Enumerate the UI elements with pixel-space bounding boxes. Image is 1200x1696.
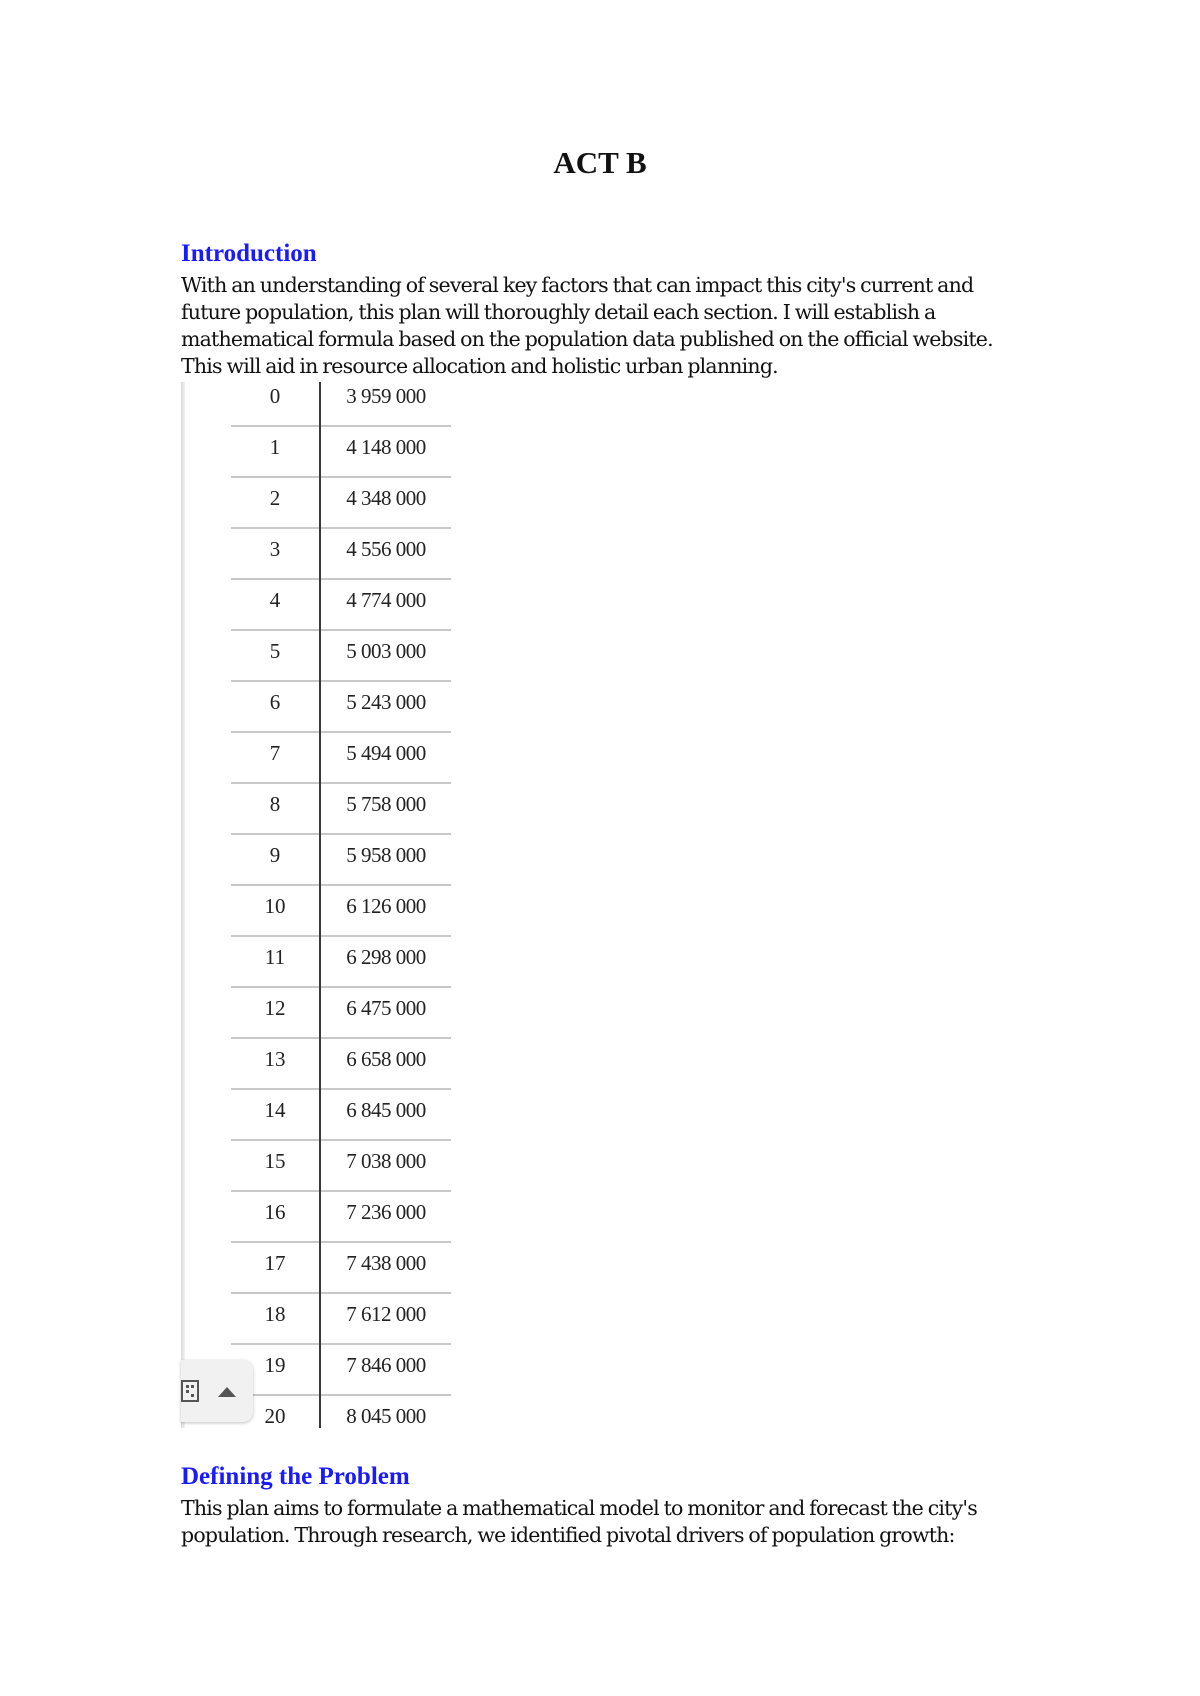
table-row	[231, 1037, 451, 1090]
table-row	[231, 833, 451, 886]
population-cell: 3 959 000	[346, 384, 426, 408]
year-cell: 12	[264, 996, 286, 1020]
table-row	[231, 1292, 451, 1345]
table-row	[231, 1343, 451, 1396]
table-row	[231, 578, 451, 631]
floating-toolbar[interactable]	[181, 1360, 253, 1422]
population-cell: 5 494 000	[346, 741, 426, 765]
table-row	[231, 476, 451, 529]
population-cell: 6 475 000	[346, 996, 426, 1020]
paragraph-line: This plan aims to formulate a mathematical model to monitor and forecast the city's	[181, 1496, 977, 1520]
population-cell: 4 148 000	[346, 435, 426, 459]
year-cell: 5	[269, 639, 281, 663]
population-cell: 4 556 000	[346, 537, 426, 561]
year-cell: 1	[269, 435, 281, 459]
defining-problem-paragraph	[181, 1495, 1041, 1549]
year-cell: 13	[264, 1047, 286, 1071]
population-cell: 5 758 000	[346, 792, 426, 816]
section-heading-defining-the-problem: Defining the Problem	[181, 1463, 410, 1490]
year-cell: 2	[269, 486, 281, 510]
table-row	[231, 680, 451, 733]
year-cell: 16	[264, 1200, 286, 1224]
grid-icon[interactable]	[181, 1379, 201, 1403]
population-cell: 7 846 000	[346, 1353, 426, 1377]
table-row	[231, 935, 451, 988]
population-cell: 6 845 000	[346, 1098, 426, 1122]
year-cell: 14	[264, 1098, 286, 1122]
population-cell: 7 038 000	[346, 1149, 426, 1173]
table-row	[231, 1241, 451, 1294]
table-row	[231, 527, 451, 580]
year-cell: 6	[269, 690, 281, 714]
year-cell: 8	[269, 792, 281, 816]
population-cell: 6 658 000	[346, 1047, 426, 1071]
population-cell: 5 243 000	[346, 690, 426, 714]
year-cell: 15	[264, 1149, 286, 1173]
population-cell: 4 348 000	[346, 486, 426, 510]
table-row	[231, 382, 451, 427]
population-cell: 7 612 000	[346, 1302, 426, 1326]
population-cell: 7 236 000	[346, 1200, 426, 1224]
paragraph-line: This will aid in resource allocation and holistic urban planning.	[181, 354, 778, 378]
population-cell: 7 438 000	[346, 1251, 426, 1275]
table-row	[231, 629, 451, 682]
population-cell: 8 045 000	[346, 1404, 426, 1428]
table-scroll-edge	[181, 382, 185, 1428]
population-cell: 6 126 000	[346, 894, 426, 918]
year-cell: 10	[264, 894, 286, 918]
year-cell: 18	[264, 1302, 286, 1326]
year-cell: 11	[264, 945, 286, 969]
year-cell: 0	[269, 384, 281, 408]
table-row	[231, 425, 451, 478]
document-title: ACT B	[553, 145, 647, 180]
population-cell: 5 003 000	[346, 639, 426, 663]
population-cell: 4 774 000	[346, 588, 426, 612]
table-row	[231, 1190, 451, 1243]
paragraph-line: With an understanding of several key factors that can impact this city's current and	[181, 273, 974, 297]
table-row	[231, 1088, 451, 1141]
table-row	[231, 731, 451, 784]
table-row	[231, 1139, 451, 1192]
year-cell: 7	[269, 741, 281, 765]
caret-up-icon[interactable]	[215, 1382, 239, 1400]
year-cell: 19	[264, 1353, 286, 1377]
year-cell: 9	[269, 843, 281, 867]
year-cell: 17	[264, 1251, 286, 1275]
table-row	[231, 1394, 451, 1428]
population-cell: 6 298 000	[346, 945, 426, 969]
year-cell: 3	[269, 537, 281, 561]
section-heading-introduction: Introduction	[181, 240, 317, 267]
population-table	[181, 382, 451, 1428]
population-cell: 5 958 000	[346, 843, 426, 867]
table-row	[231, 782, 451, 835]
year-cell: 20	[264, 1404, 286, 1428]
table-row	[231, 986, 451, 1039]
year-cell: 4	[269, 588, 281, 612]
paragraph-line: mathematical formula based on the population data published on the official website.	[181, 327, 993, 351]
table-row	[231, 884, 451, 937]
paragraph-line: future population, this plan will thoroughly detail each section. I will establish a	[181, 300, 936, 324]
paragraph-line: population. Through research, we identified pivotal drivers of population growth:	[181, 1523, 955, 1547]
table-column-divider	[319, 382, 321, 1428]
introduction-paragraph	[181, 272, 1041, 380]
